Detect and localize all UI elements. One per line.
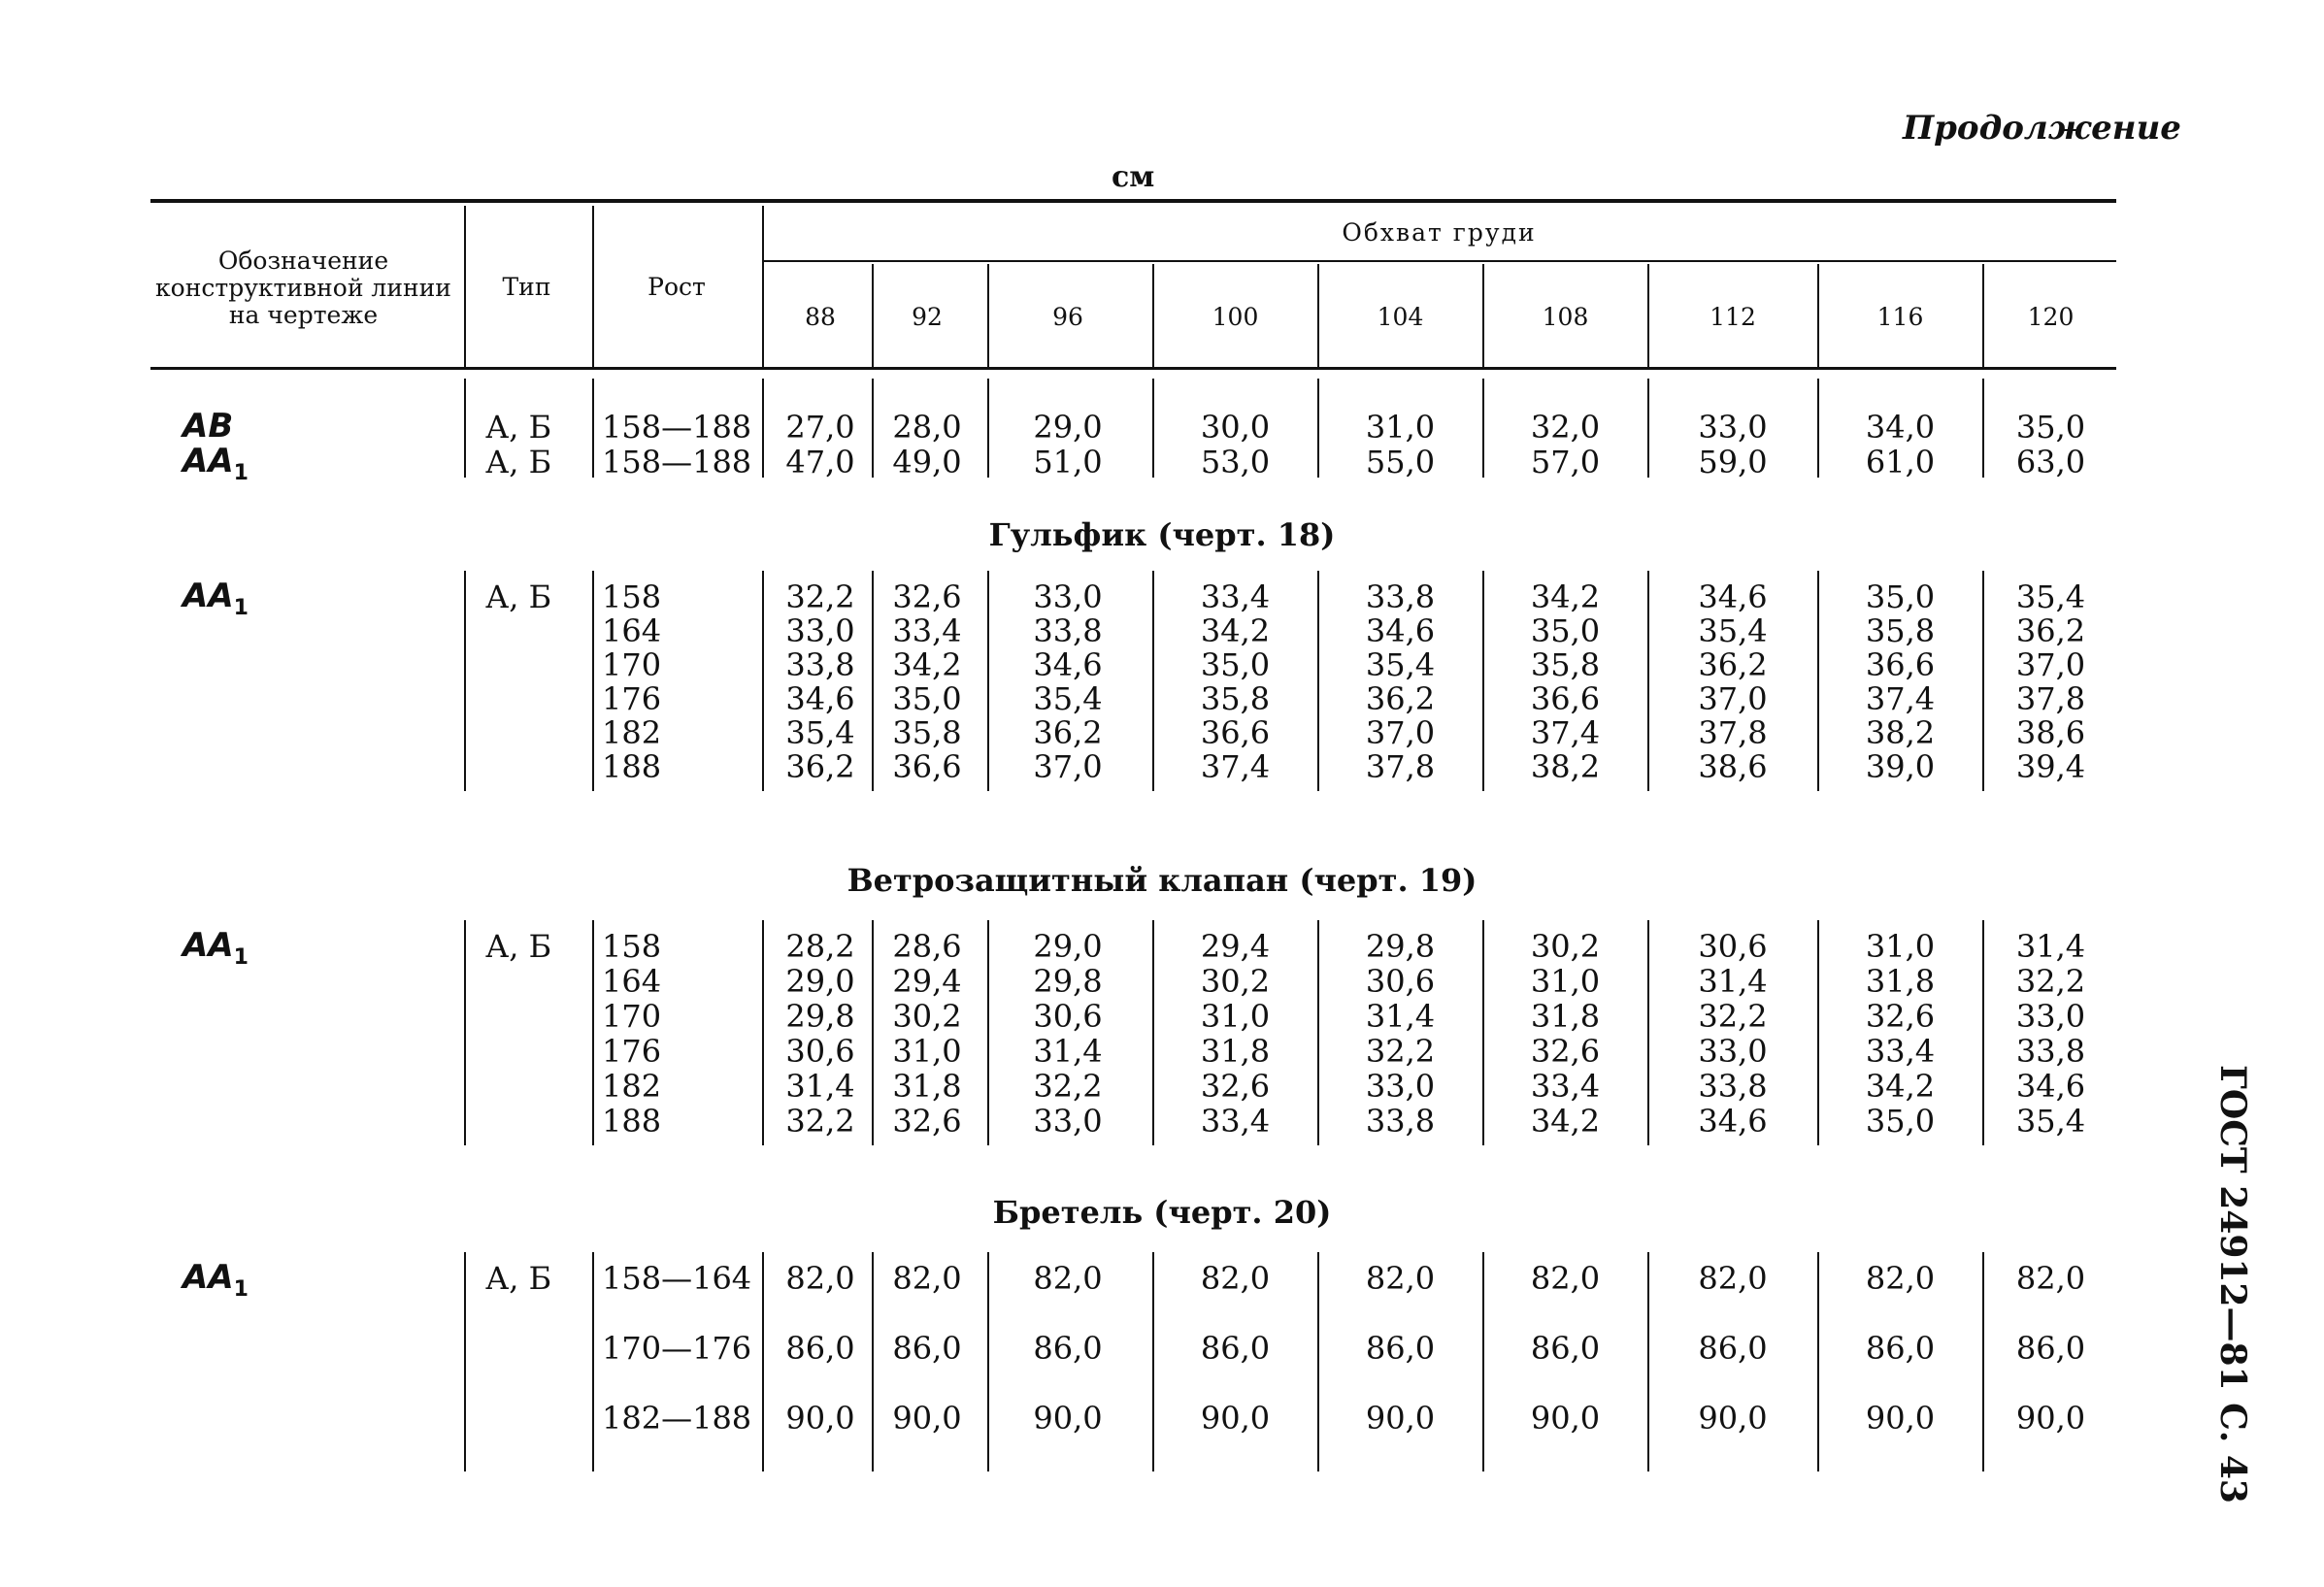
table-cell: 32,2 xyxy=(1698,998,1768,1035)
table-cell: 82,0 xyxy=(2015,1260,2086,1297)
table-cell: 90,0 xyxy=(1200,1400,1271,1437)
table-cell: 30,6 xyxy=(785,1033,855,1070)
column-divider xyxy=(592,571,594,791)
table-cell: 82,0 xyxy=(1698,1260,1768,1297)
table-cell: 86,0 xyxy=(1865,1330,1936,1367)
table-cell: 34,6 xyxy=(1033,646,1103,683)
table-cell: 29,0 xyxy=(1033,409,1103,446)
table-cell: 86,0 xyxy=(892,1330,962,1367)
table-cell: 33,8 xyxy=(1365,579,1436,615)
table-cell: 49,0 xyxy=(892,444,962,480)
table-cell: 36,2 xyxy=(785,748,855,785)
chest-size-header: 88 xyxy=(805,303,836,331)
chest-size-header: 104 xyxy=(1377,303,1424,331)
table-cell: 63,0 xyxy=(2015,444,2086,480)
height-cell: 158—188 xyxy=(602,409,752,446)
table-cell: 35,0 xyxy=(1865,579,1936,615)
column-divider xyxy=(987,1252,989,1471)
table-cell: 33,0 xyxy=(1365,1068,1436,1105)
table-cell: 30,6 xyxy=(1365,963,1436,1000)
table-cell: 90,0 xyxy=(1365,1400,1436,1437)
table-cell: 31,8 xyxy=(892,1068,962,1105)
column-divider xyxy=(1317,379,1319,478)
height-cell: 164 xyxy=(602,612,662,649)
table-cell: 35,0 xyxy=(1865,1103,1936,1140)
table-cell: 53,0 xyxy=(1200,444,1271,480)
header-type: Тип xyxy=(502,273,551,301)
table-cell: 35,0 xyxy=(2015,409,2086,446)
table-cell: 90,0 xyxy=(1698,1400,1768,1437)
column-divider xyxy=(987,264,989,367)
section-title: Гульфик (черт. 18) xyxy=(988,516,1336,553)
table-cell: 33,4 xyxy=(1530,1068,1601,1105)
table-cell: 35,0 xyxy=(1200,646,1271,683)
table-cell: 90,0 xyxy=(1865,1400,1936,1437)
table-cell: 33,8 xyxy=(785,646,855,683)
chest-size-header: 116 xyxy=(1876,303,1924,331)
table-cell: 30,2 xyxy=(1200,963,1271,1000)
table-cell: 86,0 xyxy=(1033,1330,1103,1367)
table-cell: 33,8 xyxy=(1365,1103,1436,1140)
table-cell: 30,6 xyxy=(1033,998,1103,1035)
table-cell: 38,2 xyxy=(1530,748,1601,785)
type-cell: А, Б xyxy=(485,928,552,965)
table-cell: 32,2 xyxy=(2015,963,2086,1000)
table-cell: 31,4 xyxy=(1033,1033,1103,1070)
table-cell: 31,4 xyxy=(1365,998,1436,1035)
table-cell: 31,0 xyxy=(1200,998,1271,1035)
table-cell: 37,0 xyxy=(2015,646,2086,683)
table-cell: 31,4 xyxy=(785,1068,855,1105)
table-cell: 37,4 xyxy=(1530,714,1601,751)
column-divider xyxy=(1817,264,1819,367)
table-cell: 38,2 xyxy=(1865,714,1936,751)
table-cell: 39,0 xyxy=(1865,748,1936,785)
table-cell: 29,4 xyxy=(1200,928,1271,965)
height-cell: 182—188 xyxy=(602,1400,752,1437)
table-cell: 37,8 xyxy=(1698,714,1768,751)
table-cell: 32,6 xyxy=(892,579,962,615)
table-cell: 35,4 xyxy=(1033,680,1103,717)
table-cell: 28,2 xyxy=(785,928,855,965)
column-divider xyxy=(1647,264,1649,367)
chest-size-header: 112 xyxy=(1710,303,1756,331)
height-cell: 164 xyxy=(602,963,662,1000)
column-divider xyxy=(762,379,764,478)
table-cell: 31,0 xyxy=(1865,928,1936,965)
table-cell: 31,8 xyxy=(1530,998,1601,1035)
table-cell: 51,0 xyxy=(1033,444,1103,480)
table-cell: 32,6 xyxy=(1200,1068,1271,1105)
table-cell: 35,4 xyxy=(2015,579,2086,615)
column-divider xyxy=(1817,571,1819,791)
column-divider xyxy=(872,1252,874,1471)
column-divider xyxy=(872,571,874,791)
column-divider xyxy=(1982,264,1984,367)
type-cell: А, Б xyxy=(485,409,552,446)
table-cell: 82,0 xyxy=(1033,1260,1103,1297)
header-height: Рост xyxy=(647,273,706,301)
column-divider xyxy=(464,1252,466,1471)
height-cell: 188 xyxy=(602,748,662,785)
continued-label: Продолжение xyxy=(1903,109,2181,148)
table-cell: 36,6 xyxy=(1865,646,1936,683)
table-cell: 86,0 xyxy=(1530,1330,1601,1367)
type-cell: А, Б xyxy=(485,1260,552,1297)
line-designation-main: AB xyxy=(183,407,234,446)
column-divider xyxy=(1152,264,1154,367)
chest-size-header: 96 xyxy=(1052,303,1083,331)
table-cell: 33,0 xyxy=(1033,1103,1103,1140)
table-cell: 34,6 xyxy=(785,680,855,717)
table-cell: 39,4 xyxy=(2015,748,2086,785)
table-cell: 90,0 xyxy=(1033,1400,1103,1437)
table-cell: 31,8 xyxy=(1865,963,1936,1000)
table-cell: 30,6 xyxy=(1698,928,1768,965)
table-cell: 33,4 xyxy=(1200,579,1271,615)
column-divider xyxy=(762,920,764,1145)
table-cell: 30,2 xyxy=(1530,928,1601,965)
column-divider xyxy=(464,571,466,791)
column-divider xyxy=(872,264,874,367)
line-designation xyxy=(183,407,233,446)
line-designation-main: AA xyxy=(183,1258,234,1297)
column-divider xyxy=(1647,1252,1649,1471)
height-cell: 182 xyxy=(602,714,662,751)
table-cell: 35,0 xyxy=(1530,612,1601,649)
table-cell: 86,0 xyxy=(1200,1330,1271,1367)
column-divider xyxy=(1152,571,1154,791)
table-cell: 35,4 xyxy=(2015,1103,2086,1140)
column-divider xyxy=(1817,379,1819,478)
column-divider xyxy=(1317,920,1319,1145)
column-divider xyxy=(1482,920,1484,1145)
line-designation xyxy=(183,926,249,970)
table-cell: 32,2 xyxy=(1033,1068,1103,1105)
column-divider xyxy=(1152,920,1154,1145)
section-title: Ветрозащитный клапан (черт. 19) xyxy=(847,862,1477,899)
table-cell: 47,0 xyxy=(785,444,855,480)
table-cell: 29,4 xyxy=(892,963,962,1000)
height-cell: 170 xyxy=(602,646,662,683)
table-cell: 82,0 xyxy=(892,1260,962,1297)
type-cell: А, Б xyxy=(485,444,552,480)
column-divider xyxy=(762,1252,764,1471)
table-cell: 31,0 xyxy=(1365,409,1436,446)
table-cell: 82,0 xyxy=(1530,1260,1601,1297)
chest-size-header: 100 xyxy=(1212,303,1259,331)
line-designation-subscript: 1 xyxy=(233,944,249,970)
column-divider xyxy=(1647,571,1649,791)
column-divider xyxy=(592,379,594,478)
column-divider xyxy=(1647,920,1649,1145)
column-divider xyxy=(1317,264,1319,367)
table-cell: 31,0 xyxy=(892,1033,962,1070)
table-cell: 34,2 xyxy=(1865,1068,1936,1105)
table-cell: 36,6 xyxy=(1530,680,1601,717)
table-cell: 33,0 xyxy=(1033,579,1103,615)
table-cell: 32,0 xyxy=(1530,409,1601,446)
column-divider xyxy=(872,379,874,478)
column-divider xyxy=(1982,1252,1984,1471)
table-cell: 33,0 xyxy=(785,612,855,649)
table-cell: 31,0 xyxy=(1530,963,1601,1000)
height-cell: 158—164 xyxy=(602,1260,752,1297)
table-cell: 33,8 xyxy=(1698,1068,1768,1105)
column-divider xyxy=(592,920,594,1145)
table-cell: 36,6 xyxy=(1200,714,1271,751)
table-cell: 34,6 xyxy=(2015,1068,2086,1105)
height-cell: 188 xyxy=(602,1103,662,1140)
table-cell: 35,0 xyxy=(892,680,962,717)
line-designation-subscript: 1 xyxy=(233,460,249,485)
table-cell: 37,0 xyxy=(1033,748,1103,785)
table-cell: 35,8 xyxy=(892,714,962,751)
table-cell: 37,0 xyxy=(1365,714,1436,751)
table-cell: 61,0 xyxy=(1865,444,1936,480)
chest-size-header: 92 xyxy=(912,303,943,331)
line-designation xyxy=(183,1258,249,1302)
table-cell: 86,0 xyxy=(785,1330,855,1367)
header-chest: Обхват груди xyxy=(1342,218,1537,247)
column-divider xyxy=(592,1252,594,1471)
table-cell: 32,6 xyxy=(1865,998,1936,1035)
table-cell: 33,0 xyxy=(2015,998,2086,1035)
column-divider xyxy=(1817,1252,1819,1471)
table-cell: 82,0 xyxy=(1200,1260,1271,1297)
table-cell: 35,8 xyxy=(1865,612,1936,649)
column-divider xyxy=(592,206,594,367)
column-divider xyxy=(464,206,466,367)
table-cell: 37,4 xyxy=(1200,748,1271,785)
table-cell: 33,0 xyxy=(1698,409,1768,446)
table-cell: 34,2 xyxy=(1530,579,1601,615)
table-cell: 34,2 xyxy=(892,646,962,683)
line-designation-main: AA xyxy=(183,577,234,615)
table-cell: 37,8 xyxy=(1365,748,1436,785)
column-divider xyxy=(872,920,874,1145)
column-divider xyxy=(762,571,764,791)
table-cell: 27,0 xyxy=(785,409,855,446)
table-cell: 34,0 xyxy=(1865,409,1936,446)
line-designation xyxy=(183,577,249,620)
table-cell: 34,2 xyxy=(1530,1103,1601,1140)
column-divider xyxy=(1152,379,1154,478)
table-cell: 32,6 xyxy=(892,1103,962,1140)
table-cell: 86,0 xyxy=(1365,1330,1436,1367)
table-cell: 59,0 xyxy=(1698,444,1768,480)
table-cell: 82,0 xyxy=(1865,1260,1936,1297)
header-top-rule xyxy=(150,199,2116,203)
column-divider xyxy=(1982,920,1984,1145)
table-cell: 90,0 xyxy=(2015,1400,2086,1437)
column-divider xyxy=(1482,1252,1484,1471)
column-divider xyxy=(987,920,989,1145)
table-cell: 90,0 xyxy=(785,1400,855,1437)
line-designation-subscript: 1 xyxy=(233,1276,249,1302)
table-cell: 31,4 xyxy=(1698,963,1768,1000)
table-cell: 35,8 xyxy=(1200,680,1271,717)
table-cell: 28,0 xyxy=(892,409,962,446)
column-divider xyxy=(1317,1252,1319,1471)
table-cell: 35,4 xyxy=(785,714,855,751)
table-cell: 82,0 xyxy=(785,1260,855,1297)
table-cell: 90,0 xyxy=(1530,1400,1601,1437)
table-cell: 33,0 xyxy=(1698,1033,1768,1070)
table-cell: 57,0 xyxy=(1530,444,1601,480)
table-cell: 29,8 xyxy=(785,998,855,1035)
column-divider xyxy=(464,379,466,478)
table-cell: 36,2 xyxy=(2015,612,2086,649)
table-cell: 28,6 xyxy=(892,928,962,965)
height-cell: 182 xyxy=(602,1068,662,1105)
table-cell: 33,8 xyxy=(2015,1033,2086,1070)
table-cell: 37,8 xyxy=(2015,680,2086,717)
table-cell: 36,6 xyxy=(892,748,962,785)
chest-size-header: 108 xyxy=(1542,303,1589,331)
line-designation-subscript: 1 xyxy=(233,595,249,620)
type-cell: А, Б xyxy=(485,579,552,615)
height-cell: 170 xyxy=(602,998,662,1035)
table-cell: 29,8 xyxy=(1365,928,1436,965)
column-divider xyxy=(762,206,764,367)
table-cell: 36,2 xyxy=(1365,680,1436,717)
table-cell: 30,2 xyxy=(892,998,962,1035)
column-divider xyxy=(1482,264,1484,367)
column-divider xyxy=(1982,379,1984,478)
table-cell: 33,4 xyxy=(1200,1103,1271,1140)
column-divider xyxy=(987,571,989,791)
table-cell: 32,2 xyxy=(785,579,855,615)
table-cell: 35,4 xyxy=(1698,612,1768,649)
height-cell: 158 xyxy=(602,579,662,615)
table-cell: 38,6 xyxy=(2015,714,2086,751)
table-cell: 32,2 xyxy=(785,1103,855,1140)
table-cell: 37,0 xyxy=(1698,680,1768,717)
table-cell: 82,0 xyxy=(1365,1260,1436,1297)
column-divider xyxy=(1482,379,1484,478)
column-divider xyxy=(1317,571,1319,791)
chest-subheader-rule xyxy=(762,260,2116,262)
line-designation-main: AA xyxy=(183,442,234,480)
column-divider xyxy=(1647,379,1649,478)
height-cell: 176 xyxy=(602,1033,662,1070)
column-divider xyxy=(987,379,989,478)
table-cell: 34,6 xyxy=(1365,612,1436,649)
table-cell: 90,0 xyxy=(892,1400,962,1437)
header-bottom-rule xyxy=(150,367,2116,370)
height-cell: 176 xyxy=(602,680,662,717)
table-cell: 34,2 xyxy=(1200,612,1271,649)
table-cell: 35,8 xyxy=(1530,646,1601,683)
table-cell: 29,0 xyxy=(785,963,855,1000)
height-cell: 158 xyxy=(602,928,662,965)
table-cell: 31,4 xyxy=(2015,928,2086,965)
table-cell: 86,0 xyxy=(2015,1330,2086,1367)
table-cell: 33,4 xyxy=(892,612,962,649)
column-divider xyxy=(1482,571,1484,791)
column-divider xyxy=(1982,571,1984,791)
table-cell: 33,8 xyxy=(1033,612,1103,649)
table-cell: 34,6 xyxy=(1698,1103,1768,1140)
line-designation xyxy=(183,442,249,485)
table-cell: 34,6 xyxy=(1698,579,1768,615)
header-designation: Обозначение конструктивной линии на чертеже xyxy=(155,247,451,329)
table-cell: 31,8 xyxy=(1200,1033,1271,1070)
column-divider xyxy=(1152,1252,1154,1471)
table-cell: 55,0 xyxy=(1365,444,1436,480)
side-page-label: ГОСТ 24912—81 С. 43 xyxy=(2212,1065,2253,1504)
section-title: Бретель (черт. 20) xyxy=(992,1194,1332,1231)
table-cell: 29,0 xyxy=(1033,928,1103,965)
table-cell: 33,4 xyxy=(1865,1033,1936,1070)
table-cell: 86,0 xyxy=(1698,1330,1768,1367)
height-cell: 170—176 xyxy=(602,1330,752,1367)
column-divider xyxy=(464,920,466,1145)
table-cell: 38,6 xyxy=(1698,748,1768,785)
table-cell: 37,4 xyxy=(1865,680,1936,717)
table-cell: 36,2 xyxy=(1033,714,1103,751)
height-cell: 158—188 xyxy=(602,444,752,480)
table-cell: 32,2 xyxy=(1365,1033,1436,1070)
table-cell: 30,0 xyxy=(1200,409,1271,446)
table-cell: 36,2 xyxy=(1698,646,1768,683)
line-designation-main: AA xyxy=(183,926,234,965)
table-cell: 35,4 xyxy=(1365,646,1436,683)
unit-label: см xyxy=(1112,160,1155,194)
column-divider xyxy=(1817,920,1819,1145)
table-cell: 29,8 xyxy=(1033,963,1103,1000)
table-cell: 32,6 xyxy=(1530,1033,1601,1070)
chest-size-header: 120 xyxy=(2027,303,2075,331)
